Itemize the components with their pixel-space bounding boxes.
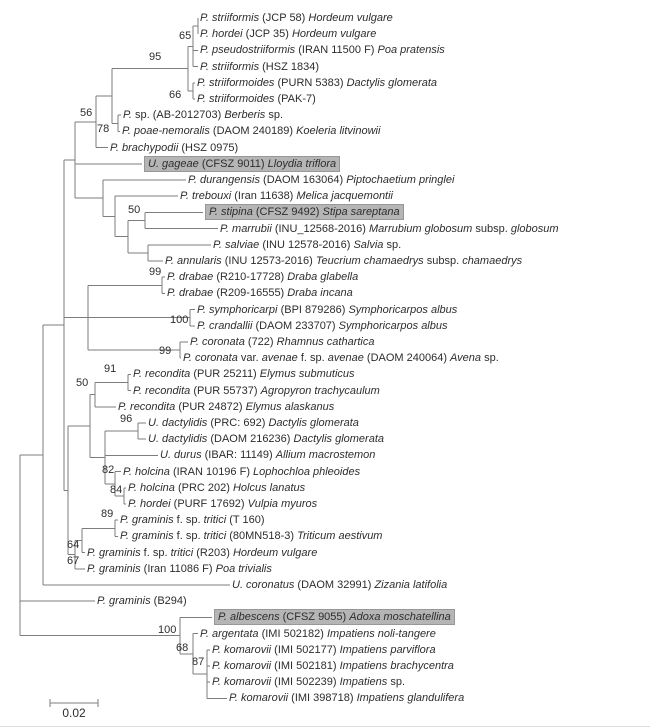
support-value: 78	[97, 123, 110, 135]
taxon-label: P. marrubii (INU_12568-2016) Marrubium globosum subsp. globosum	[220, 222, 559, 235]
support-value: 96	[120, 413, 133, 425]
taxon-label: P. argentata (IMI 502182) Impatiens noli-tangere	[200, 627, 436, 640]
taxon-label: P. graminis (Iran 11086 F) Poa trivialis	[87, 562, 272, 575]
taxon-label: P. hordei (JCP 35) Hordeum vulgare	[200, 28, 377, 41]
taxon-label: P. recondita (PUR 55737) Agropyron trachycaulum	[133, 384, 380, 397]
support-value: 66	[169, 89, 182, 101]
taxon-label: P. poae-nemoralis (DAOM 240189) Koeleria litvinowii	[122, 125, 381, 138]
support-value: 95	[149, 51, 162, 63]
taxon-label: U. dactylidis (DAOM 216236) Dactylis glomerata	[148, 433, 384, 446]
scale-bar-label: 0.02	[62, 706, 86, 720]
taxon-label: P. komarovii (IMI 502239) Impatiens sp.	[212, 676, 406, 689]
taxon-label: P. annularis (INU 12573-2016) Teucrium chamaedrys subsp. chamaedrys	[165, 255, 523, 267]
taxon-label: P. striiformoides (PURN 5383) Dactylis glomerata	[197, 76, 438, 89]
support-value: 50	[76, 377, 89, 389]
taxon-label: P. striiformis (JCP 58) Hordeum vulgare	[200, 12, 393, 24]
taxon-label: P. symphoricarpi (BPI 879286) Symphoricarpos albus	[197, 303, 458, 316]
taxon-label: P. holcina (IRAN 10196 F) Lophochloa phleoides	[123, 465, 361, 478]
taxon-label: P. salviae (INU 12578-2016) Salvia sp.	[213, 238, 402, 251]
taxon-label: P. drabae (R210-17728) Draba glabella	[167, 271, 359, 284]
support-value: 100	[170, 314, 189, 326]
support-value: 84	[110, 484, 123, 496]
taxon-label-highlighted: U. gageae (CFSZ 9011) Lloydia triflora	[144, 156, 340, 172]
support-value: 99	[159, 345, 172, 357]
support-value: 91	[104, 363, 117, 375]
support-value: 100	[158, 624, 177, 636]
support-value: 87	[192, 656, 205, 668]
taxon-label: P. striiformis (HSZ 1834)	[200, 60, 319, 73]
support-value: 56	[80, 107, 93, 119]
support-value: 68	[176, 642, 189, 654]
taxon-label: U. durus (IBAR: 11149) Allium macrostemon	[160, 449, 376, 462]
support-value: 82	[102, 464, 115, 476]
support-value: 65	[179, 30, 192, 42]
taxon-label-highlighted: P. albescens (CFSZ 9055) Adoxa moschatellina	[214, 609, 455, 625]
taxon-label: P. crandallii (DAOM 233707) Symphoricarpos albus	[197, 319, 448, 332]
taxon-label: P. graminis f. sp. tritici (R203) Hordeum vulgare	[87, 546, 318, 559]
taxon-label: P. komarovii (IMI 502181) Impatiens brachycentra	[212, 660, 454, 672]
taxon-label: P. coronata var. avenae f. sp. avenae (DAOM 240064) Avena sp.	[183, 352, 499, 365]
support-value: 64	[67, 539, 80, 551]
taxon-label: P. komarovii (IMI 502177) Impatiens parviflora	[212, 643, 436, 656]
taxon-label: P. drabae (R209-16555) Draba incana	[167, 287, 353, 300]
taxon-label: P. durangensis (DAOM 163064) Piptochaetium pringlei	[188, 174, 455, 186]
taxon-label: P. brachypodii (HSZ 0975)	[110, 141, 239, 154]
taxon-label: P. striiformoides (PAK-7)	[197, 93, 316, 105]
taxon-label-highlighted: P. stipina (CFSZ 9492) Stipa sareptana	[205, 204, 404, 220]
taxon-label: P. komarovii (IMI 398718) Impatiens glandulifera	[229, 692, 465, 705]
support-value: 67	[67, 555, 80, 567]
taxon-label: P. recondita (PUR 25211) Elymus submuticus	[133, 368, 355, 381]
taxon-label: P. recondita (PUR 24872) Elymus alaskanus	[118, 400, 335, 413]
taxon-label: U. dactylidis (PRC: 692) Dactylis glomerata	[148, 417, 359, 429]
taxon-label: P. hordei (PURF 17692) Vulpia myuros	[128, 498, 318, 510]
taxon-label: P. coronata (722) Rhamnus cathartica	[190, 336, 375, 348]
taxon-label: P. graminis (B294)	[97, 595, 187, 608]
taxon-label: P. trebouxi (Iran 11638) Melica jacquemontii	[180, 190, 394, 203]
taxon-label: P. graminis f. sp. tritici (80MN518-3) Triticum aestivum	[120, 530, 383, 543]
taxon-label: P. holcina (PRC 202) Holcus lanatus	[128, 481, 306, 494]
taxon-label: P. sp. (AB-2012703) Berberis sp.	[123, 109, 284, 122]
taxon-label: U. coronatus (DAOM 32991) Zizania latifolia	[232, 579, 448, 591]
support-value: 89	[101, 508, 114, 520]
taxon-label: P. pseudostriiformis (IRAN 11500 F) Poa pratensis	[200, 44, 445, 57]
support-value: 99	[149, 266, 162, 278]
taxon-label: P. graminis f. sp. tritici (T 160)	[120, 514, 265, 527]
support-value: 50	[128, 204, 141, 216]
